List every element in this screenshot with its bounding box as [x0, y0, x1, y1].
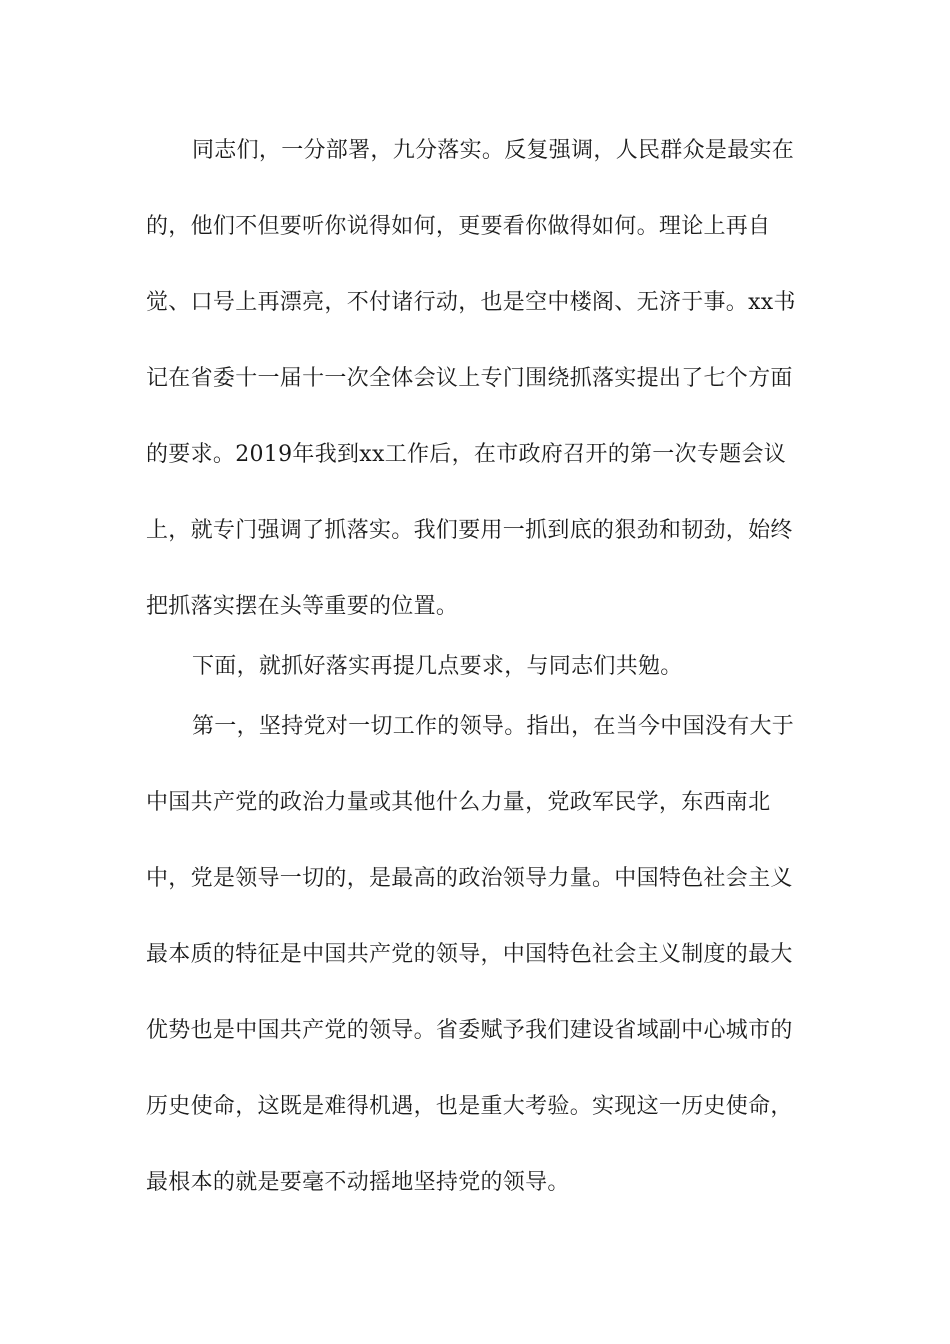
paragraph-3-line-4: 最本质的特征是中国共产党的领导，中国特色社会主义制度的最大 — [146, 942, 793, 967]
paragraph-3-line-5: 优势也是中国共产党的领导。省委赋予我们建设省域副中心城市的 — [146, 1018, 793, 1043]
paragraph-1-line-7: 把抓落实摆在头等重要的位置。 — [146, 594, 459, 619]
paragraph-1-line-6: 上，就专门强调了抓落实。我们要用一抓到底的狠劲和韧劲，始终 — [146, 518, 793, 543]
paragraph-3-line-7: 最根本的就是要毫不动摇地坚持党的领导。 — [146, 1170, 570, 1195]
paragraph-1-line-4: 记在省委十一届十一次全体会议上专门围绕抓落实提出了七个方面 — [146, 366, 793, 391]
paragraph-1-line-5: 的要求。2019年我到xx工作后，在市政府召开的第一次专题会议 — [146, 442, 787, 467]
paragraph-3-line-3: 中，党是领导一切的，是最高的政治领导力量。中国特色社会主义 — [146, 866, 793, 891]
paragraph-3-line-1: 第一，坚持党对一切工作的领导。指出，在当今中国没有大于 — [192, 714, 795, 739]
paragraph-3-line-2: 中国共产党的政治力量或其他什么力量，党政军民学，东西南北 — [146, 790, 771, 815]
paragraph-1-line-3: 觉、口号上再漂亮，不付诸行动，也是空中楼阁、无济于事。xx书 — [146, 290, 796, 315]
paragraph-3-line-6: 历史使命，这既是难得机遇，也是重大考验。实现这一历史使命， — [146, 1094, 793, 1119]
paragraph-1-line-1: 同志们，一分部署，九分落实。反复强调，人民群众是最实在 — [192, 138, 795, 163]
paragraph-1-line-2: 的，他们不但要听你说得如何，更要看你做得如何。理论上再自 — [146, 214, 771, 239]
paragraph-2-line-1: 下面，就抓好落实再提几点要求，与同志们共勉。 — [192, 654, 683, 679]
